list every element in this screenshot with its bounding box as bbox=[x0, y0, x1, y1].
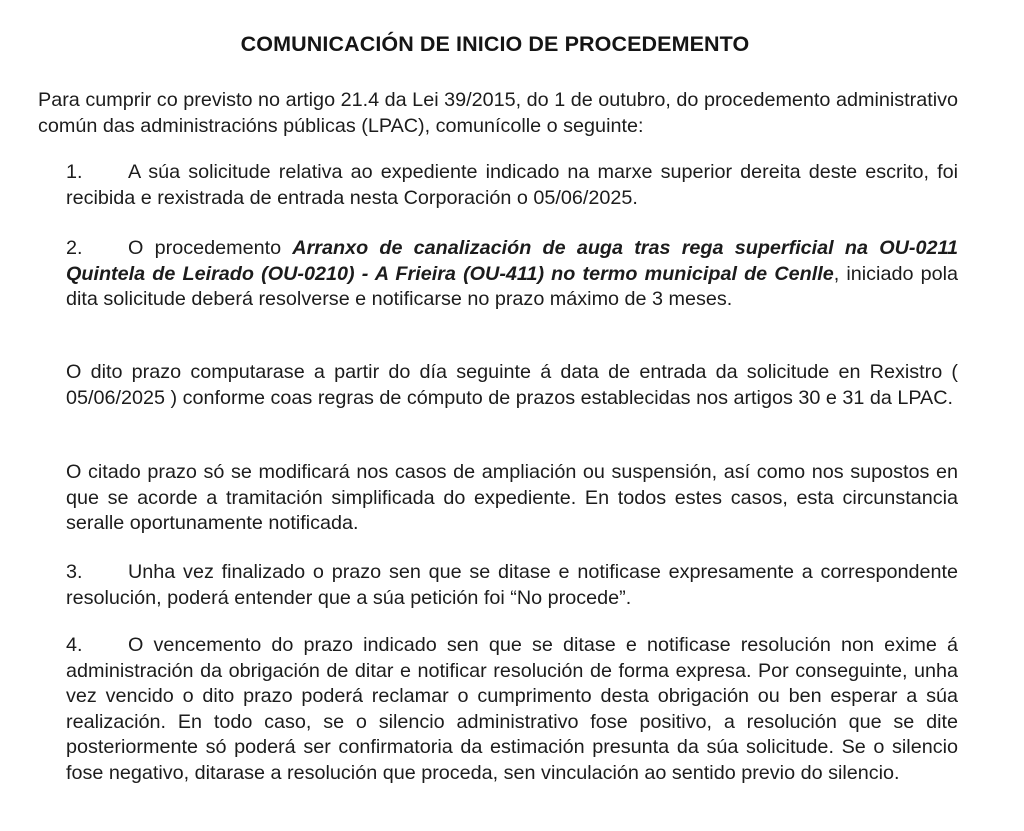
item-3-text: Unha vez finalizado o prazo sen que se ditase e notificase expresamente a correspondente resolución, poderá entender que a súa petición foi “No procede”. bbox=[66, 561, 958, 609]
item-2-prefix: O procedemento bbox=[128, 237, 293, 259]
item-1-number: 1. bbox=[66, 161, 83, 183]
document-title: COMUNICACIÓN DE INICIO DE PROCEDEMENTO bbox=[240, 32, 750, 56]
modificacion-paragraph: O citado prazo só se modificará nos casos de ampliación ou suspensión, así como nos supostos en que se acorde a tramitación simplificada do expediente. En todos estes casos, esta circunstancia seralle oportunamente notificada. bbox=[66, 461, 958, 534]
item-2 bbox=[66, 236, 958, 313]
item-3-number: 3. bbox=[66, 561, 83, 583]
prazo-paragraph: O dito prazo computarase a partir do día seguinte á data de entrada da solicitude en Rexistro ( 05/06/2025 ) conforme coas regras de cómputo de prazos establecidas nos artigos 30 e 31 da LPAC. bbox=[66, 361, 958, 409]
item-4-number: 4. bbox=[66, 634, 83, 656]
item-1 bbox=[66, 160, 958, 211]
item-1-text: A súa solicitude relativa ao expediente indicado na marxe superior dereita deste escrito, foi recibida e rexistrada de entrada nesta Corporación o 05/06/2025. bbox=[66, 161, 958, 209]
item-4-text: O vencemento do prazo indicado sen que se ditase e notificase resolución non exime á administración da obrigación de ditar e notificar resolución de forma expresa. Por conseguinte, unha vez vencido o dito prazo poderá reclamar o cumprimento desta obrigación ou ben esperar a súa realización. En todo caso, se o silencio administrativo fose positivo, a resolución que se dite posteriormente só poderá ser confirmatoria da estimación presunta da súa solicitude. Se o silencio fose negativo, ditarase a resolución que proceda, sen vinculación ao sentido previo do silencio. bbox=[66, 634, 958, 784]
item-2-number: 2. bbox=[66, 237, 83, 259]
procedure-name: Arranxo de canalización de auga tras rega superficial na OU-0211 Quintela de Leirado (OU-0210) - A Frieira (OU-411) no termo municipal de Cenlle bbox=[66, 237, 959, 285]
item-3 bbox=[66, 560, 958, 611]
intro-paragraph: Para cumprir co previsto no artigo 21.4 da Lei 39/2015, do 1 de outubro, do procedemento administrativo común das administracións públicas (LPAC), comunícolle o seguinte: bbox=[38, 89, 958, 137]
item-4 bbox=[66, 633, 958, 786]
item-2-suffix: , iniciado pola dita solicitude deberá resolverse e notificarse no prazo máximo de 3 meses. bbox=[66, 262, 959, 310]
